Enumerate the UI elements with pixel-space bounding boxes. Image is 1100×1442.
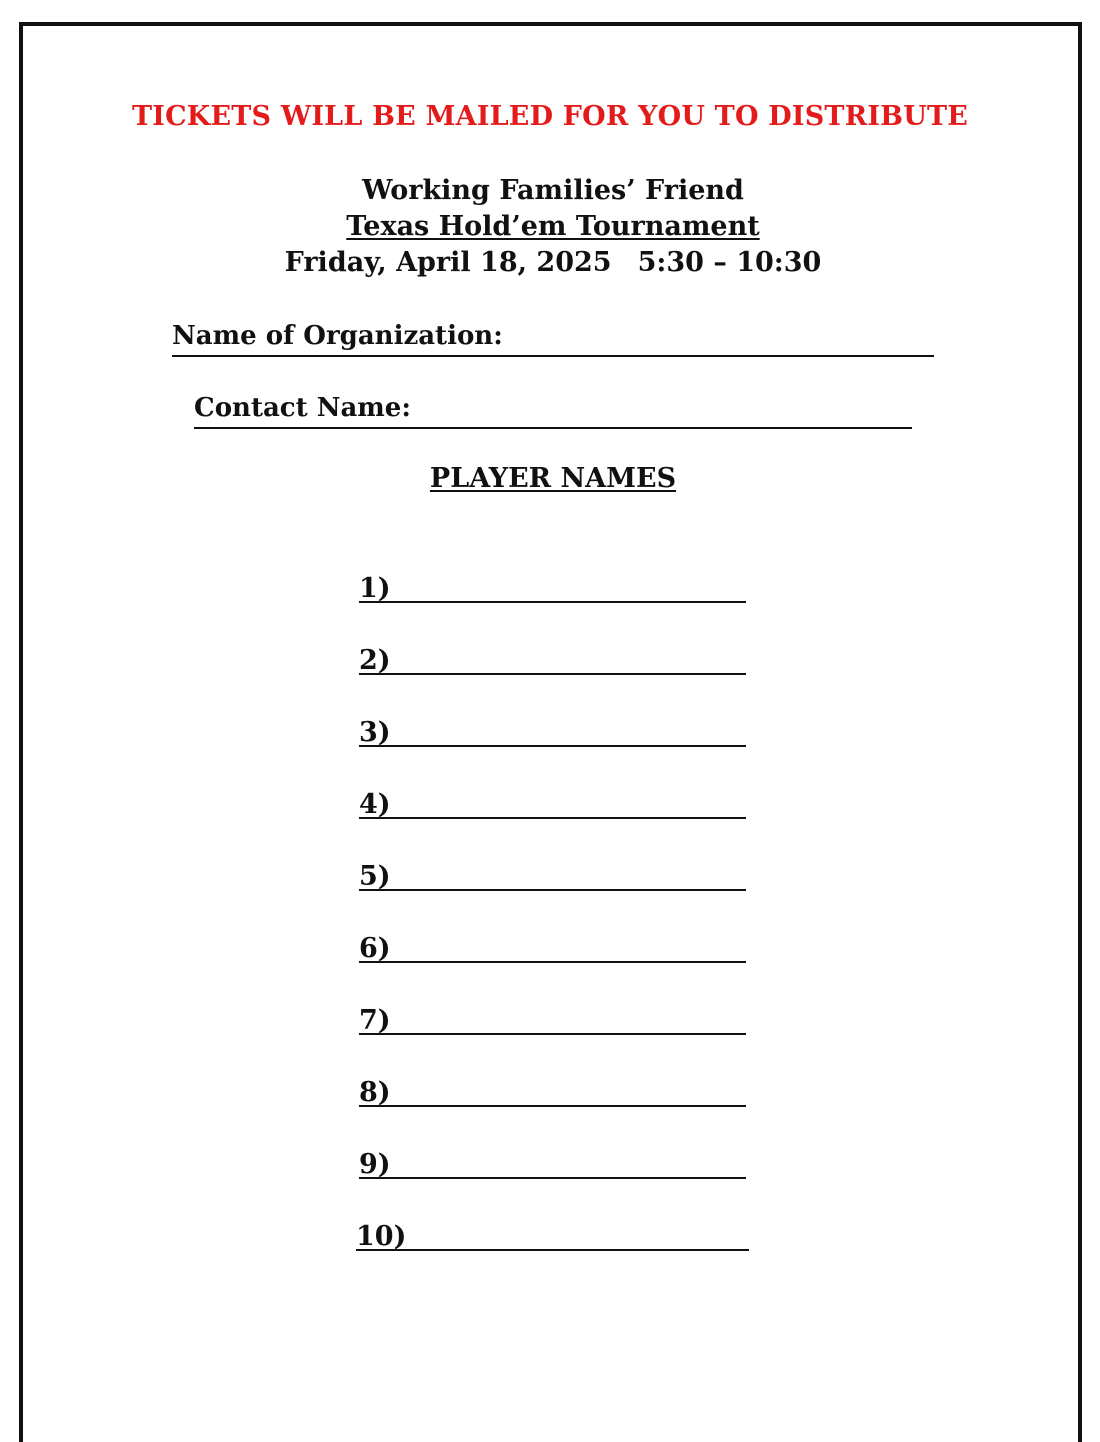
contact-blank-line[interactable] [194, 427, 912, 429]
player-number: 6) [359, 933, 391, 964]
organization-label: Name of Organization: [172, 321, 503, 351]
player-list [356, 572, 759, 1292]
organization-title: Working Families’ Friend [362, 175, 744, 206]
event-title [0, 209, 1100, 245]
player-line[interactable] [359, 932, 746, 1004]
event-time: 5:30 – 10:30 [637, 247, 822, 278]
player-blank-line[interactable] [359, 1033, 746, 1035]
organization-blank-line[interactable] [172, 355, 934, 357]
player-line[interactable] [359, 860, 746, 932]
player-number: 5) [359, 861, 391, 892]
player-blank-line[interactable] [359, 673, 746, 675]
player-line[interactable] [359, 644, 746, 716]
event-date: Friday, April 18, 2025 [284, 247, 612, 278]
player-number: 8) [359, 1077, 391, 1108]
player-line[interactable] [359, 572, 746, 644]
player-line[interactable] [356, 1220, 749, 1292]
player-blank-line[interactable] [359, 1105, 746, 1107]
player-blank-line[interactable] [359, 745, 746, 747]
player-blank-line[interactable] [356, 1249, 749, 1251]
player-line[interactable] [359, 1076, 746, 1148]
player-number: 9) [359, 1149, 391, 1180]
player-line[interactable] [359, 716, 746, 788]
event-date-time [0, 245, 1100, 281]
player-number: 1) [359, 573, 391, 604]
player-number: 4) [359, 789, 391, 820]
organization-field[interactable] [172, 319, 934, 353]
player-number: 3) [359, 717, 391, 748]
player-number: 10) [356, 1221, 407, 1252]
contact-label: Contact Name: [194, 393, 411, 423]
player-line[interactable] [359, 1004, 746, 1076]
player-line[interactable] [359, 1148, 746, 1220]
player-blank-line[interactable] [359, 601, 746, 603]
player-number: 7) [359, 1005, 391, 1036]
player-number: 2) [359, 645, 391, 676]
player-names-heading-text: PLAYER NAMES [429, 463, 677, 494]
player-names-heading [0, 463, 1100, 494]
distribution-notice: TICKETS WILL BE MAILED FOR YOU TO DISTRIBUTE [131, 101, 969, 132]
player-line[interactable] [359, 788, 746, 860]
player-blank-line[interactable] [359, 961, 746, 963]
player-blank-line[interactable] [359, 889, 746, 891]
contact-field[interactable] [194, 391, 912, 425]
player-blank-line[interactable] [359, 1177, 746, 1179]
player-blank-line[interactable] [359, 817, 746, 819]
event-title-text: Texas Hold’em Tournament [346, 211, 760, 242]
